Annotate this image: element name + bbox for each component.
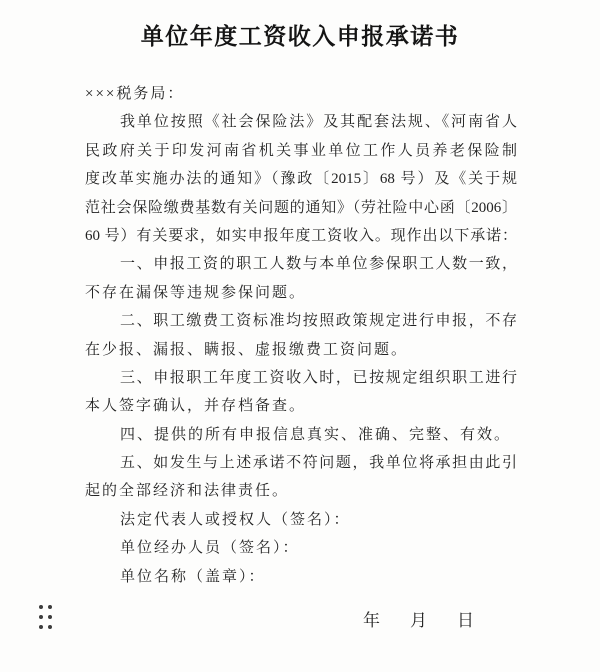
day-label: 日	[457, 611, 474, 630]
dot	[39, 615, 43, 619]
handler-signature-line: 单位经办人员（签名）：	[120, 540, 300, 557]
dot	[39, 605, 43, 609]
commitment-4-line: 四、提供的所有申报信息真实、准确、完整、有效。	[120, 426, 512, 443]
month-label: 月	[410, 611, 427, 630]
date-line	[363, 610, 474, 632]
salutation-line: ×××税务局：	[85, 86, 185, 102]
commitment-3-line: 本人签字确认，并存档备查。	[85, 398, 307, 415]
commitment-1-line: 不存在漏保等违规参保问题。	[85, 284, 307, 301]
body-line: 我单位按照《社会保险法》及其配套法规、《河南省人	[120, 114, 517, 131]
body-line: 度改革实施办法的通知》（豫政〔2015〕68 号）及《关于规	[85, 171, 517, 188]
body-line: 民政府关于印发河南省机关事业单位工作人员养老保险制	[85, 142, 517, 159]
dot	[48, 605, 52, 609]
document-body	[85, 80, 517, 591]
document-title: 单位年度工资收入申报承诺书	[140, 24, 460, 49]
dot	[48, 615, 52, 619]
dot	[39, 625, 43, 629]
commitment-5-line: 起的全部经济和法律责任。	[85, 483, 290, 500]
year-label: 年	[363, 611, 380, 630]
commitment-2-line: 在少报、漏报、瞒报、虚报缴费工资问题。	[85, 341, 409, 358]
commitment-5-line: 五、如发生与上述承诺不符问题，我单位将承担由此引	[120, 455, 517, 472]
legal-representative-signature-line: 法定代表人或授权人（签名）：	[120, 511, 351, 528]
dots-grid-icon	[39, 605, 52, 629]
commitment-3-line: 三、申报职工年度工资收入时，已按规定组织职工进行	[120, 369, 517, 386]
unit-name-seal-line: 单位名称（盖章）：	[120, 568, 266, 585]
body-line: 范社会保险缴费基数有关问题的通知》（劳社险中心函〔2006〕	[85, 199, 517, 216]
dot	[48, 625, 52, 629]
commitment-1-line: 一、申报工资的职工人数与本单位参保职工人数一致，	[120, 256, 517, 273]
commitment-2-line: 二、职工缴费工资标准均按照政策规定进行申报，不存	[120, 313, 517, 330]
body-line: 60 号）有关要求，如实申报年度工资收入。现作出以下承诺：	[85, 227, 517, 244]
